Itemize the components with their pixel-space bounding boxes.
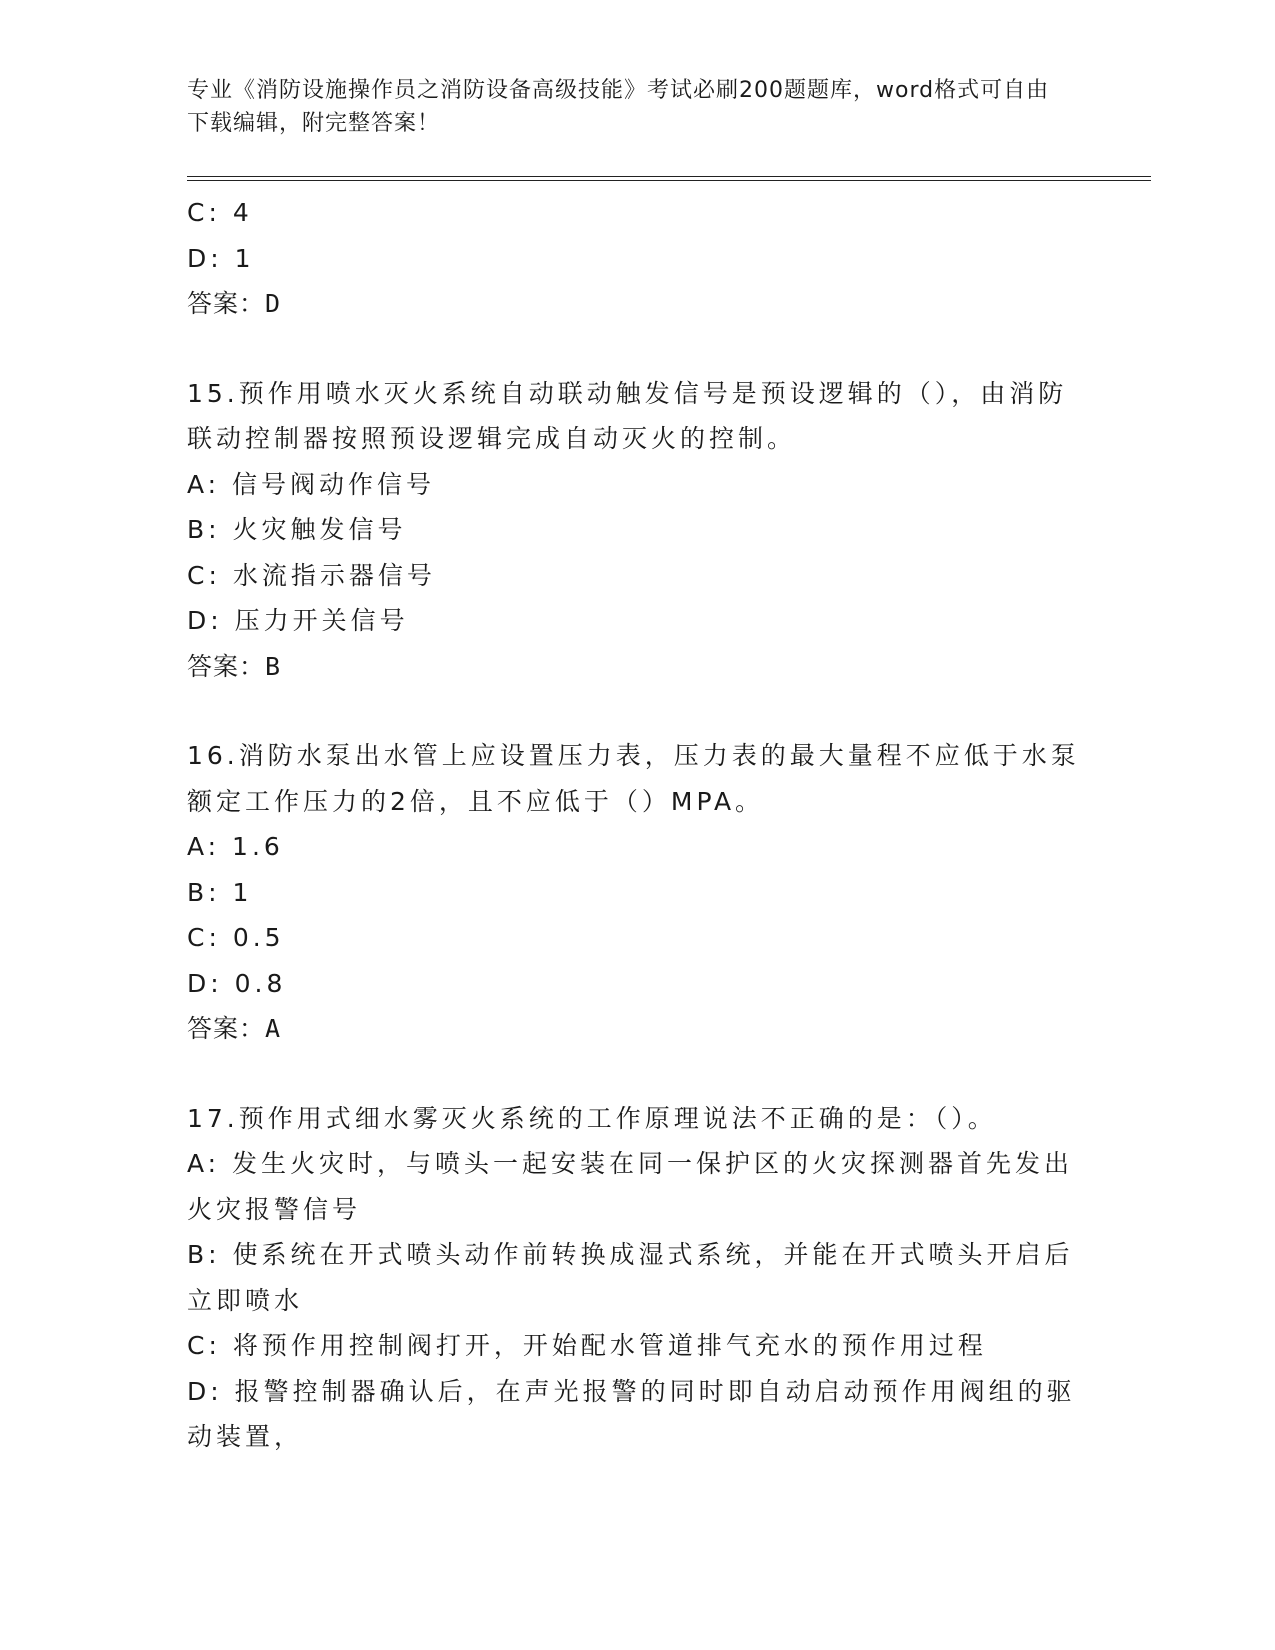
document-body	[187, 190, 1087, 1460]
option-c: C: 0.5	[187, 923, 285, 952]
answer-line: 答案：B	[187, 651, 282, 681]
page-header	[187, 74, 1067, 140]
option-c: C: 水流指示器信号	[187, 560, 436, 590]
header-divider	[187, 176, 1151, 181]
option-b: B: 1	[187, 877, 253, 907]
answer-line: 答案：A	[187, 1014, 282, 1043]
option-b: B: 火灾触发信号	[187, 515, 407, 544]
option-d: D: 0.8	[187, 968, 287, 998]
header-title: 专业《消防设施操作员之消防设备高级技能》考试必刷200题题库，word格式可自由下载编辑，附完整答案！	[187, 78, 1050, 136]
option-c: C: 将预作用控制阀打开，开始配水管道排气充水的预作用过程	[187, 1331, 987, 1360]
option-a-continued: 火灾报警信号	[187, 1194, 362, 1224]
option-d-continued: 动装置，	[187, 1422, 304, 1451]
question-stem: 16.消防水泵出水管上应设置压力表，压力表的最大量程不应低于水泵	[187, 741, 1080, 770]
option-a: A: 1.6	[187, 832, 284, 861]
option-b-continued: 立即喷水	[187, 1285, 304, 1315]
question-stem: 15.预作用喷水灭火系统自动联动触发信号是预设逻辑的（），由消防	[187, 378, 1068, 408]
option-d: D: 压力开关信号	[187, 606, 409, 635]
question-16	[187, 733, 1087, 1052]
option-d: D: 1	[187, 243, 255, 273]
question-stem-continued: 联动控制器按照预设逻辑完成自动灭火的控制。	[187, 424, 797, 453]
option-b: B: 使系统在开式喷头动作前转换成湿式系统，并能在开式喷头开启后	[187, 1240, 1074, 1269]
question-17	[187, 1096, 1087, 1460]
question-stem-continued: 额定工作压力的2倍，且不应低于（）MPA。	[187, 786, 765, 816]
answer-line: 答案：D	[187, 289, 282, 318]
option-d: D: 报警控制器确认后，在声光报警的同时即自动启动预作用阀组的驱	[187, 1376, 1076, 1406]
question-stem: 17.预作用式细水雾灭火系统的工作原理说法不正确的是：（）。	[187, 1103, 997, 1133]
option-a: A: 发生火灾时，与喷头一起安装在同一保护区的火灾探测器首先发出	[187, 1149, 1074, 1178]
option-a: A: 信号阀动作信号	[187, 469, 436, 499]
question-15	[187, 371, 1087, 690]
option-c: C: 4	[187, 198, 253, 227]
